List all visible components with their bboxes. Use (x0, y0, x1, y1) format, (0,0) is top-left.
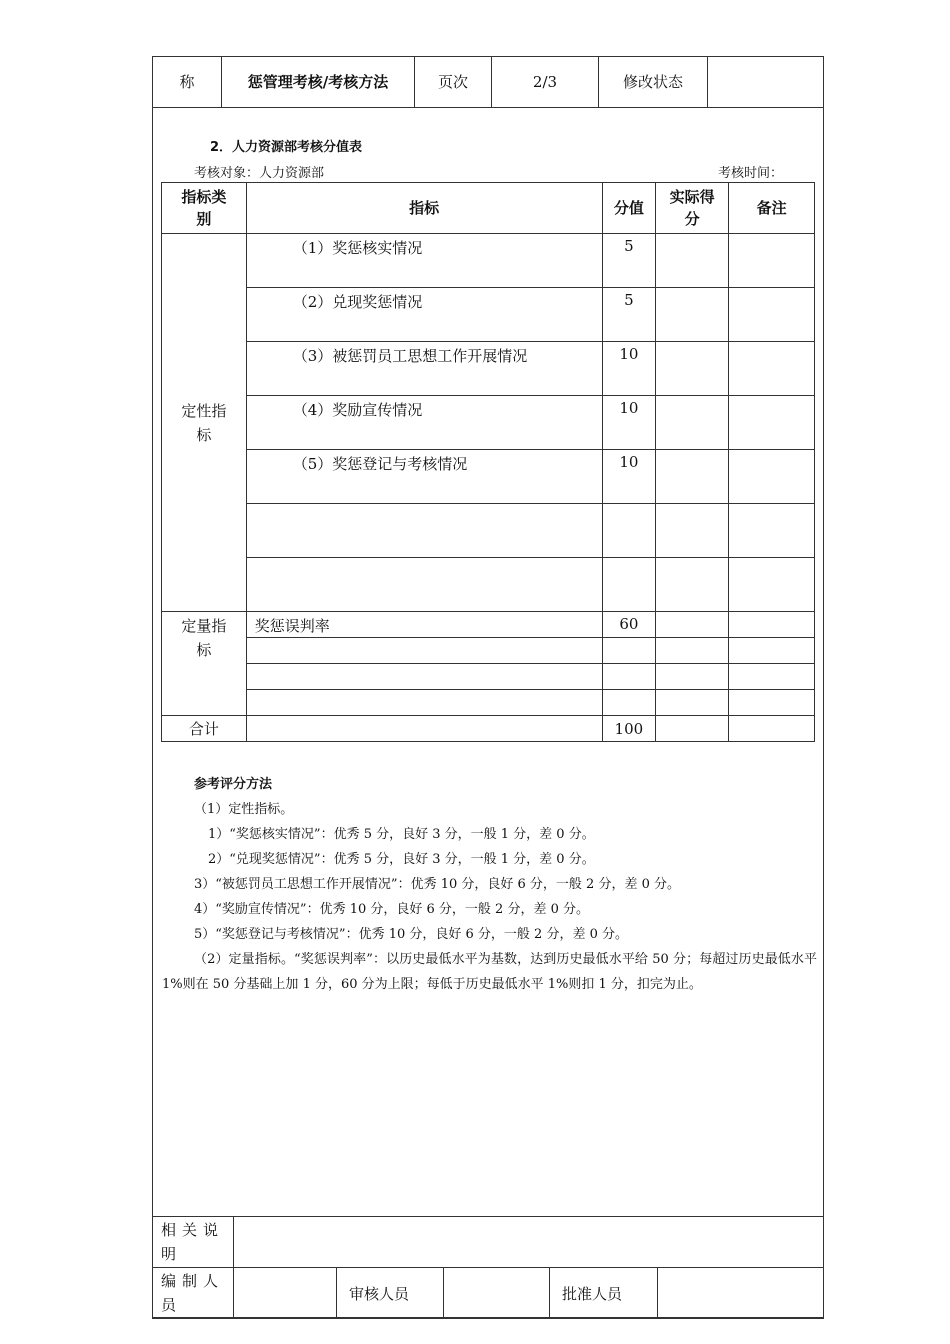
score-cell (602, 504, 656, 558)
qualitative-heading: （1）定性指标。 (194, 802, 294, 817)
page-label: 页次 (415, 57, 492, 108)
reference-item: 5）“奖惩登记与考核情况”：优秀 10 分，良好 6 分，一般 2 分，差 0 分。 (194, 927, 628, 942)
actual-cell (656, 234, 729, 288)
indicator-cell (246, 690, 602, 716)
page-value: 2/3 (492, 57, 599, 108)
score-cell: 60 (602, 612, 656, 638)
reference-item: 3）“被惩罚员工思想工作开展情况”：优秀 10 分，良好 6 分，一般 2 分，差 0 分。 (194, 877, 680, 892)
revision-value (708, 57, 824, 108)
remark-cell (729, 450, 815, 504)
indicator-cell: （5）奖惩登记与考核情况 (246, 450, 602, 504)
reference-section (162, 772, 817, 997)
remark-cell (729, 558, 815, 612)
remark-cell (729, 234, 815, 288)
score-cell: 10 (602, 396, 656, 450)
actual-cell (656, 664, 729, 690)
remark-cell (729, 690, 815, 716)
indicator-cell (246, 504, 602, 558)
name-label: 称 (153, 57, 222, 108)
footer-table (152, 1216, 824, 1319)
indicator-cell: （4）奖励宣传情况 (246, 396, 602, 450)
reviewer-label: 审核人员 (337, 1268, 444, 1319)
reference-item: 1）“奖惩核实情况”：优秀 5 分，良好 3 分，一般 1 分，差 0 分。 (208, 827, 595, 842)
score-cell: 10 (602, 450, 656, 504)
reviewer-value (444, 1268, 550, 1319)
table-row (162, 612, 815, 638)
indicator-cell (246, 558, 602, 612)
score-cell: 5 (602, 234, 656, 288)
actual-cell (656, 558, 729, 612)
related-notes-label: 相关说明 (153, 1217, 234, 1268)
indicator-cell: （2）兑现奖惩情况 (246, 288, 602, 342)
indicator-cell (246, 664, 602, 690)
total-indicator-cell (246, 716, 602, 742)
actual-cell (656, 396, 729, 450)
remark-cell (729, 342, 815, 396)
header-indicator: 指标 (246, 183, 602, 234)
table-row (162, 234, 815, 288)
header-score: 分值 (602, 183, 656, 234)
actual-cell (656, 342, 729, 396)
actual-cell (656, 638, 729, 664)
remark-cell (729, 612, 815, 638)
quantitative-paragraph: （2）定量指标。“奖惩误判率”：以历史最低水平为基数，达到历史最低水平给 50 分；每超过历史最低水平 1%则在 50 分基础上加 1 分，60 分为上限；每低于历史最低水平 1%则扣 1 分，扣完为止。 (162, 952, 817, 992)
table-row (162, 288, 815, 342)
header-actual: 实际得分 (656, 183, 729, 234)
remark-cell (729, 504, 815, 558)
table-row (162, 690, 815, 716)
actual-cell (656, 450, 729, 504)
revision-label: 修改状态 (599, 57, 708, 108)
actual-cell (656, 690, 729, 716)
editor-value (234, 1268, 337, 1319)
score-cell (602, 690, 656, 716)
reference-item: 2）“兑现奖惩情况”：优秀 5 分，良好 3 分，一般 1 分，差 0 分。 (208, 852, 595, 867)
indicator-cell: （3）被惩罚员工思想工作开展情况 (246, 342, 602, 396)
header-table (152, 56, 824, 108)
total-actual-cell (656, 716, 729, 742)
name-value: 惩管理考核/考核方法 (222, 57, 415, 108)
total-value: 100 (602, 716, 656, 742)
table-row (162, 638, 815, 664)
remark-cell (729, 664, 815, 690)
assessment-target: 考核对象：人力资源部 (194, 166, 325, 181)
table-header-row (162, 183, 815, 234)
total-row (162, 716, 815, 742)
score-cell (602, 558, 656, 612)
actual-cell (656, 612, 729, 638)
score-cell: 5 (602, 288, 656, 342)
score-cell (602, 638, 656, 664)
header-remark: 备注 (729, 183, 815, 234)
total-remark-cell (729, 716, 815, 742)
score-cell (602, 664, 656, 690)
qualitative-category: 定性指标 (162, 234, 247, 612)
related-notes-value (234, 1217, 824, 1268)
remark-cell (729, 396, 815, 450)
table-row (162, 558, 815, 612)
table-row (162, 504, 815, 558)
table-row (162, 450, 815, 504)
reference-title: 参考评分方法 (194, 777, 273, 792)
editor-label: 编制人员 (153, 1268, 234, 1319)
approver-label: 批准人员 (550, 1268, 658, 1319)
score-cell: 10 (602, 342, 656, 396)
total-label: 合计 (162, 716, 247, 742)
indicator-cell: （1）奖惩核实情况 (246, 234, 602, 288)
table-row (162, 664, 815, 690)
table-row (162, 342, 815, 396)
reference-item: 4）“奖励宣传情况”：优秀 10 分，良好 6 分，一般 2 分，差 0 分。 (194, 902, 589, 917)
quantitative-category: 定量指标 (162, 612, 247, 716)
remark-cell (729, 638, 815, 664)
header-category: 指标类别 (162, 183, 247, 234)
remark-cell (729, 288, 815, 342)
approver-value (658, 1268, 824, 1319)
table-row (162, 396, 815, 450)
section-title: 2．人力资源部考核分值表 (210, 140, 363, 155)
actual-cell (656, 504, 729, 558)
assessment-time: 考核时间： (718, 166, 784, 181)
indicator-cell: 奖惩误判率 (246, 612, 602, 638)
actual-cell (656, 288, 729, 342)
score-table (161, 182, 815, 742)
indicator-cell (246, 638, 602, 664)
